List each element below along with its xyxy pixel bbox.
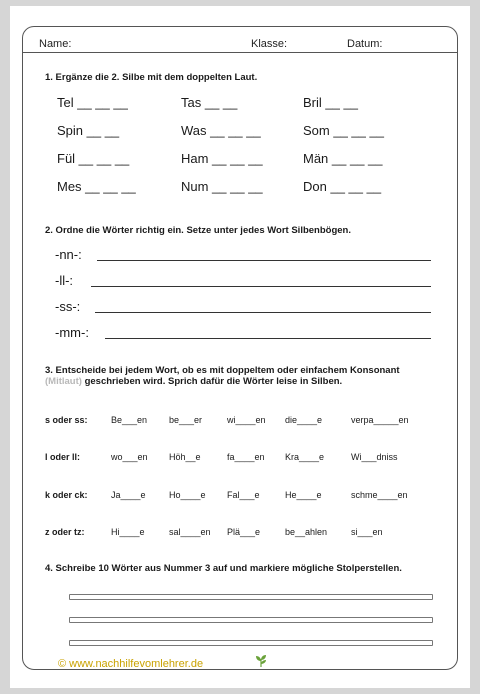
- leaf-icon: [254, 654, 268, 668]
- task3-word: fa____en: [227, 452, 265, 462]
- task3-word: wo___en: [111, 452, 148, 462]
- task1-word: Ham __ __ __: [181, 151, 263, 166]
- task2-title: 2. Ordne die Wörter richtig ein. Setze unter jedes Wort Silbenbögen.: [45, 225, 351, 236]
- task3-row-label: z oder tz:: [45, 527, 85, 537]
- writing-line: [69, 640, 433, 646]
- task3-word: si___en: [351, 527, 383, 537]
- task3-word: wi____en: [227, 415, 266, 425]
- task3-word: He____e: [285, 490, 322, 500]
- worksheet: [10, 6, 470, 688]
- task3-title-line2: geschrieben wird. Sprich dafür die Wörter leise in Silben.: [81, 376, 343, 387]
- task3-word: be__ahlen: [285, 527, 328, 537]
- writing-line: [69, 617, 433, 623]
- worksheet-frame: [22, 26, 458, 670]
- task3-word: Wi___dniss: [351, 452, 398, 462]
- task3-word: verpa_____en: [351, 415, 409, 425]
- task3-word: Plä___e: [227, 527, 261, 537]
- task1-word: Fül __ __ __: [57, 151, 130, 166]
- task1-word: Tel __ __ __: [57, 95, 128, 110]
- writing-line: [91, 286, 431, 287]
- header-divider: [23, 52, 457, 53]
- task3-word: die____e: [285, 415, 323, 425]
- task3-title: [45, 365, 400, 387]
- task3-word: Be___en: [111, 415, 148, 425]
- task1-word: Was __ __ __: [181, 123, 261, 138]
- task3-word: schme____en: [351, 490, 408, 500]
- task1-word: Tas __ __: [181, 95, 238, 110]
- task3-row-label: l oder ll:: [45, 452, 81, 462]
- writing-line: [69, 594, 433, 600]
- class-label: Klasse:: [251, 38, 288, 50]
- task3-hint: (Mitlaut): [45, 376, 82, 387]
- task2-label: -nn-:: [55, 247, 82, 262]
- task3-row-label: k oder ck:: [45, 490, 88, 500]
- task1-word: Spin __ __: [57, 123, 120, 138]
- task2-label: -mm-:: [55, 325, 89, 340]
- name-label: Name:: [39, 38, 72, 50]
- date-label: Datum:: [347, 38, 383, 50]
- task1-word: Män __ __ __: [303, 151, 383, 166]
- task3-word: be___er: [169, 415, 203, 425]
- task1-word: Som __ __ __: [303, 123, 384, 138]
- task3-word: Fal___e: [227, 490, 260, 500]
- task4-title: 4. Schreibe 10 Wörter aus Nummer 3 auf und markiere mögliche Stolperstellen.: [45, 563, 402, 574]
- task2-label: -ll-:: [55, 273, 74, 288]
- task1-title: 1. Ergänze die 2. Silbe mit dem doppelten Laut.: [45, 72, 258, 83]
- task1-word: Num __ __ __: [181, 179, 263, 194]
- task3-word: sal____en: [169, 527, 211, 537]
- writing-line: [97, 260, 431, 261]
- writing-line: [95, 312, 431, 313]
- task3-word: Ho____e: [169, 490, 206, 500]
- task2-label: -ss-:: [55, 299, 81, 314]
- task1-word: Mes __ __ __: [57, 179, 136, 194]
- task3-word: Kra____e: [285, 452, 325, 462]
- task1-word: Bril __ __: [303, 95, 358, 110]
- task3-word: Ja____e: [111, 490, 146, 500]
- task3-word: Hi____e: [111, 527, 145, 537]
- task3-word: Höh__e: [169, 452, 201, 462]
- footer-copyright: © www.nachhilfevomlehrer.de: [58, 658, 204, 670]
- task1-word: Don __ __ __: [303, 179, 382, 194]
- task3-title-line1: 3. Entscheide bei jedem Wort, ob es mit doppeltem oder einfachem Konsonant: [45, 365, 400, 376]
- writing-line: [105, 338, 431, 339]
- task3-row-label: s oder ss:: [45, 415, 88, 425]
